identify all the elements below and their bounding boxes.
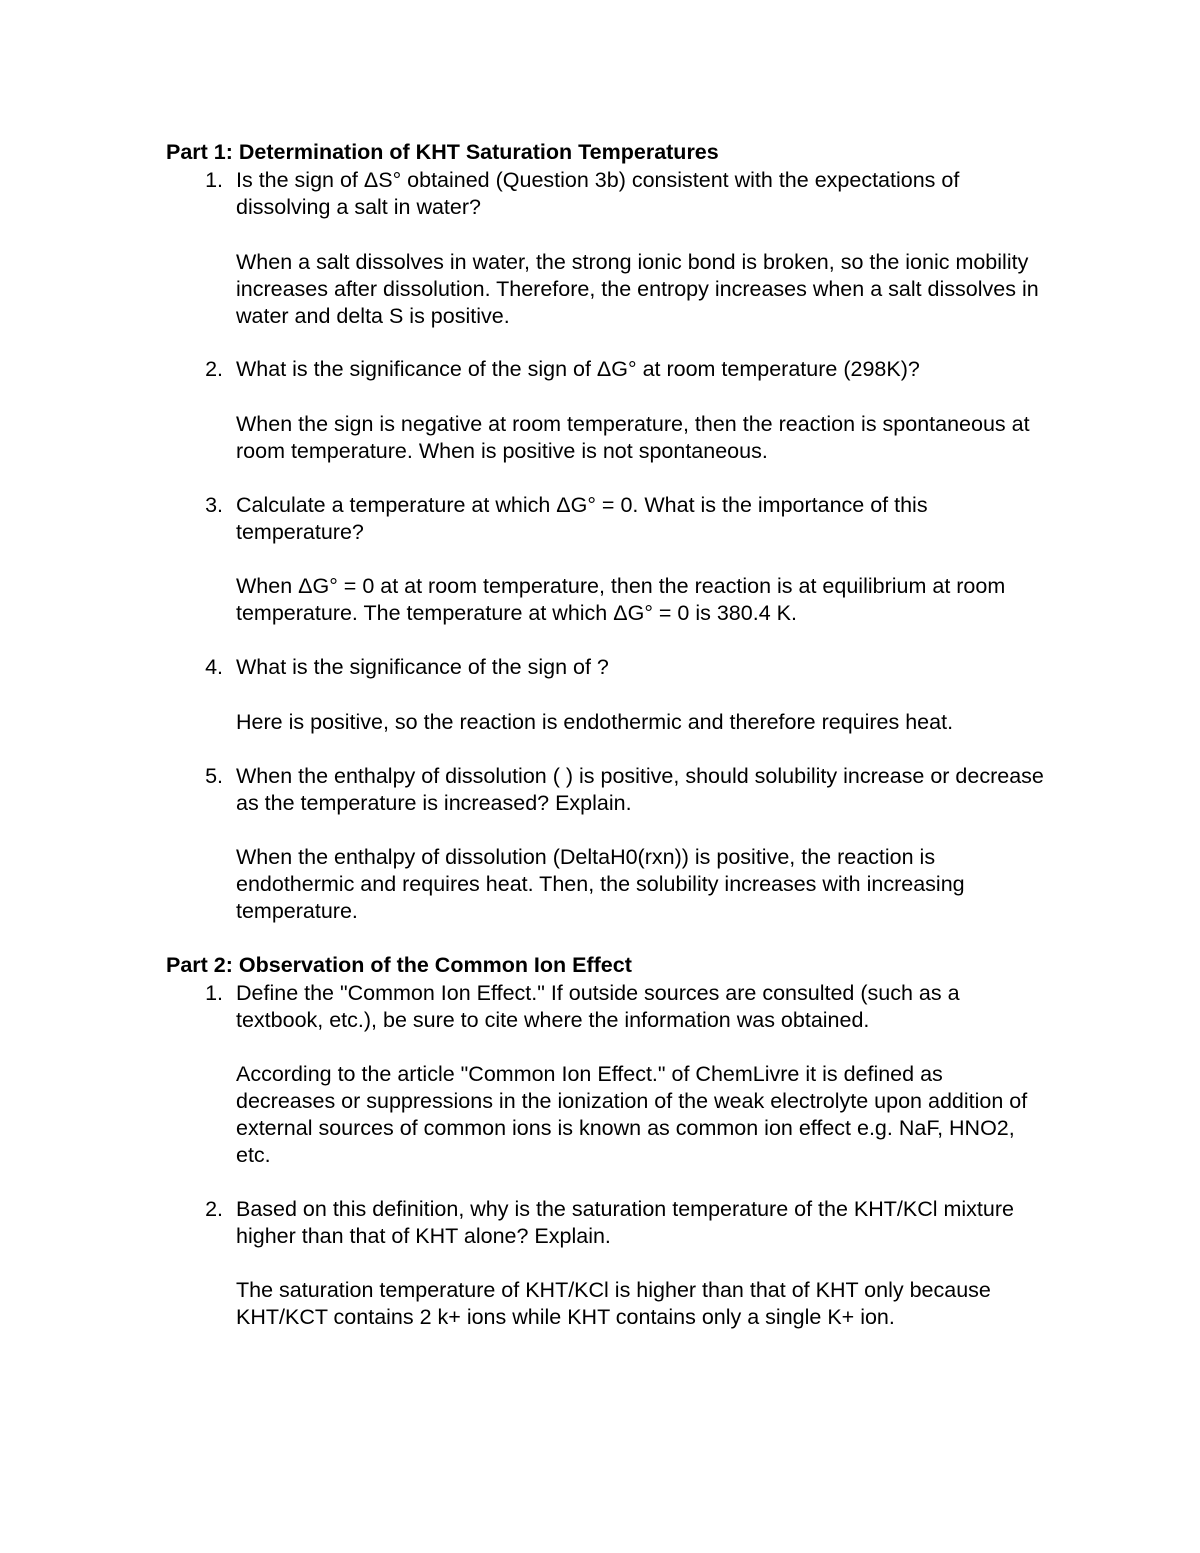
- part1-q5-number: 5.: [205, 764, 223, 788]
- part2-q2-question: Based on this definition, why is the saturation temperature of the KHT/KCl mixture higher than that of KHT alone? Explain.: [236, 1197, 1014, 1248]
- part1-q4-number: 4.: [205, 655, 223, 679]
- part1-q2-number: 2.: [205, 357, 223, 381]
- part2-q1-question: Define the "Common Ion Effect." If outside sources are consulted (such as a textbook, etc.), be sure to cite where the information was obtained.: [236, 981, 960, 1032]
- part2-q1-number: 1.: [205, 981, 223, 1005]
- part1-q3-question: Calculate a temperature at which ΔG° = 0. What is the importance of this temperature?: [236, 493, 928, 544]
- part1-q2-answer: When the sign is negative at room temperature, then the reaction is spontaneous at room temperature. When is positive is not spontaneous.: [236, 412, 1030, 463]
- part2-q2-answer: The saturation temperature of KHT/KCl is higher than that of KHT only because KHT/KCT contains 2 k+ ions while KHT contains only a single K+ ion.: [236, 1278, 991, 1329]
- part1-q1-number: 1.: [205, 168, 223, 192]
- part1-q3-answer: When ΔG° = 0 at at room temperature, then the reaction is at equilibrium at room temperature. The temperature at which ΔG° = 0 is 380.4 K.: [236, 574, 1006, 625]
- part2-q1-answer: According to the article "Common Ion Effect." of ChemLivre it is defined as decreases or suppressions in the ionization of the weak electrolyte upon addition of external sources of common ions is known as common ion effect e.g. NaF, HNO2, etc.: [236, 1062, 1028, 1167]
- part1-q1-answer: When a salt dissolves in water, the strong ionic bond is broken, so the ionic mobility increases after dissolution. Therefore, the entropy increases when a salt dissolves in water and delta S is positive.: [236, 250, 1039, 328]
- part1-q1-question: Is the sign of ΔS° obtained (Question 3b) consistent with the expectations of dissolving a salt in water?: [236, 168, 960, 219]
- part1-q3-number: 3.: [205, 493, 223, 517]
- part1-q4-question: What is the significance of the sign of ?: [236, 655, 609, 679]
- part1-q2-question: What is the significance of the sign of ΔG° at room temperature (298K)?: [236, 357, 920, 381]
- part1-heading: Part 1: Determination of KHT Saturation Temperatures: [166, 140, 719, 164]
- part1-q5-question: When the enthalpy of dissolution ( ) is positive, should solubility increase or decrease as the temperature is increased? Explain.: [236, 764, 1044, 815]
- part1-q5-answer: When the enthalpy of dissolution (DeltaH0(rxn)) is positive, the reaction is endothermic and requires heat. Then, the solubility increases with increasing temperature.: [236, 845, 965, 923]
- part2-q2-number: 2.: [205, 1197, 223, 1221]
- part1-q4-answer: Here is positive, so the reaction is endothermic and therefore requires heat.: [236, 710, 954, 734]
- part2-heading: Part 2: Observation of the Common Ion Effect: [166, 953, 632, 977]
